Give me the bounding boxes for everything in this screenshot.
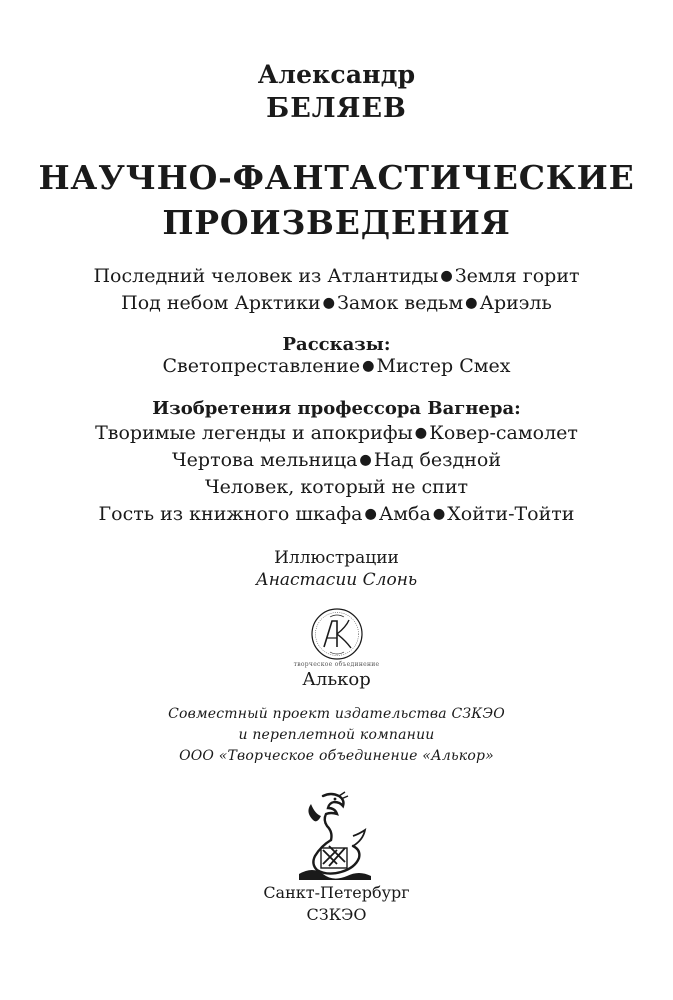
author-first-name: Александр: [257, 60, 416, 89]
work-title: Творимые легенды и апокрифы: [95, 422, 413, 444]
stories-line-1: [0, 355, 673, 377]
bullet-separator-icon: ●: [364, 506, 377, 523]
bullet-separator-icon: ●: [465, 295, 478, 312]
bullet-separator-icon: ●: [414, 425, 428, 442]
work-title: Ариэль: [479, 292, 552, 314]
work-title: Земля горит: [454, 265, 580, 287]
bullet-separator-icon: ●: [359, 452, 372, 469]
wagner-line-3: [0, 476, 673, 498]
work-title: Амба: [378, 503, 431, 525]
illustrations-label: Иллюстрации: [274, 548, 399, 568]
work-title: Над бездной: [373, 449, 501, 471]
bullet-separator-icon: ●: [440, 268, 453, 285]
novels-line-1: [0, 265, 673, 287]
novels-line-2: [0, 292, 673, 314]
bullet-separator-icon: ●: [432, 506, 446, 523]
bullet-separator-icon: ●: [322, 295, 336, 312]
work-title: Гость из книжного шкафа: [98, 503, 363, 525]
work-title: Ковер-самолет: [429, 422, 578, 444]
dragon-publisher-logo-icon: [293, 790, 375, 882]
book-title-line-1: НАУЧНО-ФАНТАСТИЧЕСКИЕ: [38, 158, 635, 197]
book-title-line-2: ПРОИЗВЕДЕНИЯ: [162, 203, 511, 242]
wagner-line-4: [0, 503, 673, 525]
work-title: Светопреставление: [162, 355, 361, 377]
work-title: Мистер Смех: [376, 355, 511, 377]
work-title: Последний человек из Атлантиды: [93, 265, 439, 287]
work-title: Человек, который не спит: [204, 476, 468, 498]
joint-project-line-1: Совместный проект издательства СЗКЭО: [168, 706, 505, 722]
imprint-city: Санкт-Петербург: [263, 883, 410, 902]
imprint-publisher: СЗКЭО: [306, 905, 367, 924]
alkor-caption: творческое объединение: [293, 661, 380, 668]
joint-project-line-2: и переплетной компании: [238, 727, 435, 743]
wagner-line-2: [0, 449, 673, 471]
illustrator-name: Анастасии Слонь: [255, 570, 418, 590]
joint-project-line-3: ООО «Творческое объединение «Алькор»: [179, 748, 494, 764]
work-title: Хойти-Тойти: [447, 503, 575, 525]
bullet-separator-icon: ●: [362, 358, 375, 375]
alkor-name: Алькор: [302, 669, 371, 690]
work-title: Замок ведьм: [337, 292, 464, 314]
wagner-line-1: [0, 422, 673, 444]
wagner-heading: Изобретения профессора Вагнера:: [152, 398, 521, 419]
work-title: Чертова мельница: [171, 449, 358, 471]
stories-heading: Рассказы:: [282, 334, 391, 355]
work-title: Под небом Арктики: [121, 292, 321, 314]
alkor-logo-icon: [310, 607, 364, 661]
author-last-name: БЕЛЯЕВ: [266, 93, 407, 124]
